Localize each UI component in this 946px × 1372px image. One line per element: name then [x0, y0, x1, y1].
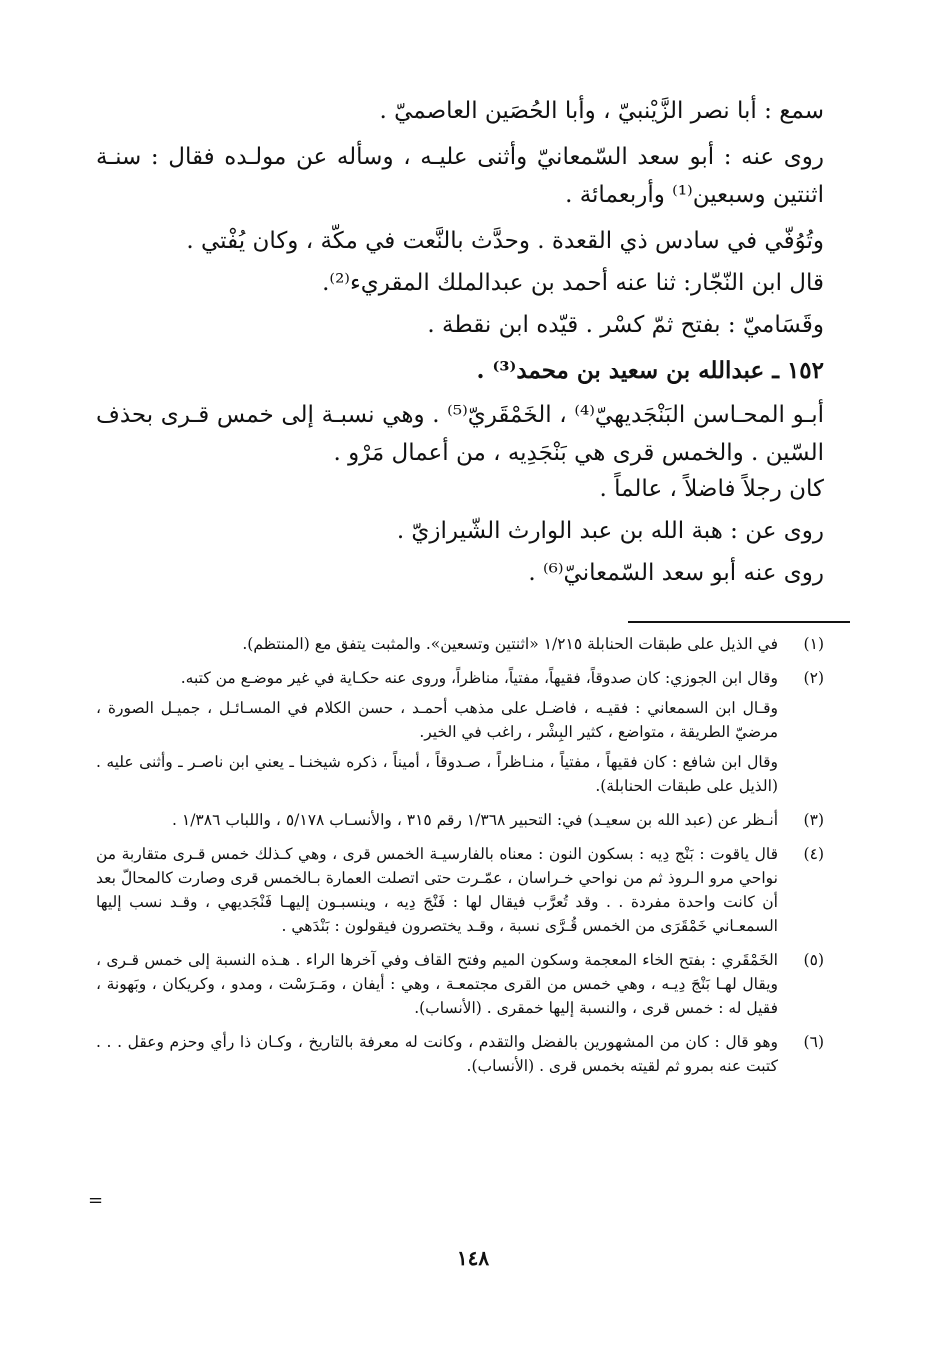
- footnote-text: وهو قال : كان من المشهورين بالفضل والتقدم ، وكانت له معرفة بالتاريخ ، وكـان ذا رأي وحزم وعقل . . . كتبت عنه بمرو ثم لقيته بخمس قرى . (الأنساب).: [96, 1033, 778, 1075]
- footnote-text: في الذيل على طبقات الحنابلة ١/٢١٥ «اثنتين وتسعين». والمثبت يتفق مع (المنتظم).: [242, 635, 778, 653]
- footnote-5: [96, 948, 824, 1026]
- footnote-6: [96, 1030, 824, 1084]
- footnote-number: (٢): [803, 669, 824, 687]
- footnotes: [96, 632, 824, 1088]
- main-line-1: سمع : أبا نصر الزَّيْنبيّ ، وأبا الحُصَين العاصميّ .: [379, 98, 824, 124]
- main-line-5: وقَسَاميّ : بفتح ثمّ كسْر . قيّده ابن نقطة .: [427, 312, 824, 338]
- footnote-3: [96, 808, 824, 838]
- footnote-number: (٣): [803, 811, 824, 829]
- main-line-3: وتُوُفّي في سادس ذي القعدة . وحدَّث بالنَّعت في مكّة ، وكان يُفْتي .: [186, 228, 824, 254]
- main-text: [96, 96, 824, 598]
- main-line-8: كان رجلاً فاضلاً ، عالماً .: [599, 476, 824, 502]
- footnote-text: قال ياقوت : بَنْج دِيه : بسكون النون : معناه بالفارسيـة الخمس قرى ، وهي كـذلك خمس قـرى متقاربة من نواحي مرو الـروذ ثم من نواحي خـراسان ، عمّـرت حتى اتصلت العمارة بـالخمس قرى وصارت كالمحالّ بعد أن كانت واحدة مفردة . . وقد تُعرَّب فيقال لها : فَنْجَ دِيه ، وينسبـون إليهـا فَنْجَديهي ، وقـد نسب إليها السمعـاني خَمْقَرَى من الخمس قُـرَّى نسبة ، وقـد يختصرون فيقولون : بَنْدَهي .: [96, 845, 778, 935]
- footnote-number: (٦): [803, 1033, 824, 1051]
- footnote-number: (٥): [803, 951, 824, 969]
- main-line-2: روى عنه : أبو سعد السّمعانيّ وأثنى عليـه ، وسأله عن مولـده فقال : سنـة اثنتين وسبعين⁽¹⁾ وأربعمائة .: [96, 144, 824, 208]
- footnote-1: [96, 632, 824, 662]
- footnote-number: (٤): [803, 845, 824, 863]
- footnote-text: وقال ابن الجوزي: كان صدوقاً، فقيهاً، مفتياً، مناظراً، وروى عنه حكـاية في غير موضـع من كتبه.: [180, 669, 778, 687]
- main-line-4: قال ابن النّجّار: ثنا عنه أحمد بن عبدالملك المقريء⁽²⁾.: [322, 270, 824, 296]
- entry-heading: ١٥٢ ـ عبدالله بن سعيد بن محمد⁽³⁾ .: [476, 357, 824, 384]
- footnote-text: وقال ابن شافع : كان فقيهاً ، مفتياً ، منـاظراً ، صـدوقاً ، أميناً ، ذكره شيخنـا ـ يعني ابن ناصـر ـ وأثنى عليه . (الذيل على طبقات الحنابلة).: [96, 753, 778, 795]
- footnote-separator: [628, 621, 850, 623]
- footnote-text: وقـال ابن السمعاني : فقيـه ، فاضـل على مذهب أحمـد ، حسن الكلام في المسـائـل ، جميـل الصورة ، مرضيّ الطريقة ، متواضع ، كثير البِشْر ، راغب في الخير.: [96, 699, 778, 741]
- page-number: ١٤٨: [456, 1246, 490, 1270]
- footnote-text: أنـظر عن (عبد الله بن سعيـد) في: التحبير ١/٣٦٨ رقم ٣١٥ ، والأنسـاب ٥/١٧٨ ، واللباب ١/٣٨٦ .: [172, 811, 778, 829]
- footnote-number: (١): [803, 635, 824, 653]
- main-line-10: روى عنه أبو سعد السّمعانيّ⁽⁶⁾ .: [528, 560, 824, 586]
- main-line-7: أبـو المحـاسن البَنْجَديهيّ⁽⁴⁾ ، الخَمْقَريّ⁽⁵⁾ . وهي نسبـة إلى خمس قـرى بحذف السّين . والخمس قرى هي بَنْجَدِيه ، من أعمال مَرْو .: [96, 402, 825, 466]
- footnote-text: الخَمْقَري : بفتح الخاء المعجمة وسكون الميم وفتح القاف وفي آخرها الراء . هـذه النسبة إلى خمس قـرى ، ويقال لهـا بَنْجَ دِيـه ، وهي خمس من القرى مجتمعـة ، وهي : أيفان ، ومَـرَسْت ، ومدو ، وكريكان ، وبَهونة ، فقيل له : خمس قرى ، والنسبة إليها خمقرى . (الأنساب).: [96, 951, 778, 1017]
- continuation-mark: =: [88, 1190, 104, 1211]
- footnote-2: [96, 666, 824, 804]
- footnote-4: [96, 842, 824, 944]
- main-line-9: روى عن : هبة الله بن عبد الوارث الشّيرازيّ .: [396, 518, 824, 544]
